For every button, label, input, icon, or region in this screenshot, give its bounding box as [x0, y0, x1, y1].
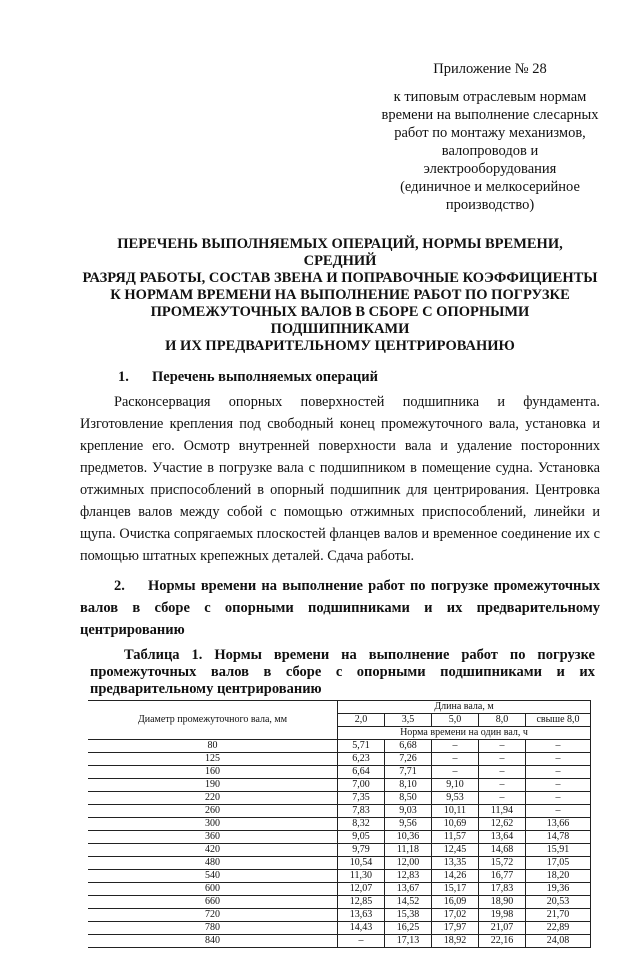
appendix-line: (единичное и мелкосерийное	[400, 179, 580, 195]
norm-cell: 7,71	[385, 766, 432, 779]
norms-table	[88, 700, 591, 948]
norm-cell: –	[479, 740, 526, 753]
header-norm: Норма времени на один вал, ч	[338, 727, 591, 740]
diameter-cell: 260	[88, 805, 338, 818]
header-length-value: 8,0	[479, 714, 526, 727]
diameter-cell: 840	[88, 935, 338, 948]
norm-cell: 8,32	[338, 818, 385, 831]
norm-cell: 5,71	[338, 740, 385, 753]
norm-cell: 20,53	[526, 896, 591, 909]
norm-cell: 17,02	[432, 909, 479, 922]
norm-cell: 12,07	[338, 883, 385, 896]
norm-cell: –	[479, 792, 526, 805]
appendix-line: работ по монтажу механизмов,	[394, 125, 586, 141]
norm-cell: 9,79	[338, 844, 385, 857]
table-row	[88, 740, 591, 753]
section-heading-text: Нормы времени на выполнение работ по погрузке промежуточных валов в сборе с опорными подшипниками и их предварительному центрированию	[80, 578, 600, 638]
norm-cell: 22,89	[526, 922, 591, 935]
norm-cell: 8,10	[385, 779, 432, 792]
norm-cell: 17,05	[526, 857, 591, 870]
diameter-cell: 125	[88, 753, 338, 766]
norm-cell: 11,18	[385, 844, 432, 857]
table-row	[88, 844, 591, 857]
table-row	[88, 935, 591, 948]
norm-cell: 10,54	[338, 857, 385, 870]
table-row	[88, 779, 591, 792]
norm-cell: 7,00	[338, 779, 385, 792]
norm-cell: 16,09	[432, 896, 479, 909]
diameter-cell: 780	[88, 922, 338, 935]
table-row	[88, 883, 591, 896]
norm-cell: 21,07	[479, 922, 526, 935]
norm-cell: –	[479, 766, 526, 779]
title-line: ПРОМЕЖУТОЧНЫХ ВАЛОВ В СБОРЕ С ОПОРНЫМИ ПОДШИПНИКАМИ	[150, 304, 530, 337]
table-row	[88, 792, 591, 805]
diameter-cell: 600	[88, 883, 338, 896]
norm-cell: 12,83	[385, 870, 432, 883]
section-number: 2.	[114, 578, 125, 594]
norm-cell: 22,16	[479, 935, 526, 948]
norm-cell: 8,50	[385, 792, 432, 805]
norm-cell: –	[526, 805, 591, 818]
table-row	[88, 896, 591, 909]
norm-cell: 11,57	[432, 831, 479, 844]
norm-cell: 18,90	[479, 896, 526, 909]
norm-cell: 16,25	[385, 922, 432, 935]
norm-cell: –	[526, 753, 591, 766]
norm-cell: 12,62	[479, 818, 526, 831]
section-heading-text: Перечень выполняемых операций	[152, 369, 378, 385]
norm-cell: 9,56	[385, 818, 432, 831]
norm-cell: 7,35	[338, 792, 385, 805]
appendix-line: времени на выполнение слесарных	[381, 107, 599, 123]
norm-cell: 19,36	[526, 883, 591, 896]
norm-cell: 18,92	[432, 935, 479, 948]
norm-cell: 16,77	[479, 870, 526, 883]
norm-cell: 21,70	[526, 909, 591, 922]
norm-cell: 11,30	[338, 870, 385, 883]
norm-cell: 13,66	[526, 818, 591, 831]
norm-cell: –	[526, 779, 591, 792]
norm-cell: 12,00	[385, 857, 432, 870]
norm-cell: 13,63	[338, 909, 385, 922]
norm-cell: 6,23	[338, 753, 385, 766]
norm-cell: 14,26	[432, 870, 479, 883]
norm-cell: –	[526, 792, 591, 805]
table-row	[88, 805, 591, 818]
norm-cell: 14,43	[338, 922, 385, 935]
norm-cell: 17,13	[385, 935, 432, 948]
title-line: И ИХ ПРЕДВАРИТЕЛЬНОМУ ЦЕНТРИРОВАНИЮ	[165, 338, 515, 354]
diameter-cell: 80	[88, 740, 338, 753]
norm-cell: 15,72	[479, 857, 526, 870]
title-line: РАЗРЯД РАБОТЫ, СОСТАВ ЗВЕНА И ПОПРАВОЧНЫЕ КОЭФФИЦИЕНТЫ	[82, 270, 598, 286]
title-line: К НОРМАМ ВРЕМЕНИ НА ВЫПОЛНЕНИЕ РАБОТ ПО ПОГРУЗКЕ	[110, 287, 570, 303]
norm-cell: 13,67	[385, 883, 432, 896]
norm-cell: –	[432, 753, 479, 766]
norm-cell: 24,08	[526, 935, 591, 948]
appendix-number: Приложение № 28	[433, 61, 547, 77]
norm-cell: –	[432, 740, 479, 753]
norm-cell: 15,17	[432, 883, 479, 896]
table-caption: Таблица 1. Нормы времени на выполнение работ по погрузке промежуточных валов в сборе с опорными подшипниками и их предварительному центрированию	[90, 647, 595, 697]
norm-cell: 9,10	[432, 779, 479, 792]
diameter-cell: 190	[88, 779, 338, 792]
header-diameter: Диаметр промежуточного вала, мм	[88, 701, 338, 740]
norm-cell: 9,53	[432, 792, 479, 805]
appendix-block	[380, 60, 600, 214]
diameter-cell: 540	[88, 870, 338, 883]
table-row	[88, 766, 591, 779]
norm-cell: –	[338, 935, 385, 948]
table-row	[88, 922, 591, 935]
norm-cell: 7,83	[338, 805, 385, 818]
appendix-line: производство)	[445, 197, 535, 213]
norm-cell: 14,68	[479, 844, 526, 857]
norm-cell: 10,11	[432, 805, 479, 818]
section-1-text: Расконсервация опорных поверхностей подшипника и фундамента. Изготовление крепления под свободный конец промежуточного вала, установка и крепление его. Осмотр внутренней поверхности вала и удаление посторонних предметов. Участие в погрузке вала с подшипником в помещение судна. Установка отжимных приспособлений в опорный подшипник для центрирования. Центровка фланцев валов между собой с помощью отжимных приспособлений, линейки и щупа. Очистка сопрягаемых плоскостей фланцев валов и временное соединение их с помощью штатных крепежных деталей. Сдача работы.	[80, 394, 600, 564]
norm-cell: 7,26	[385, 753, 432, 766]
norm-cell: 9,05	[338, 831, 385, 844]
table-row	[88, 753, 591, 766]
norm-cell: –	[526, 740, 591, 753]
appendix-line: валопроводов и электрооборудования	[423, 143, 557, 177]
diameter-cell: 160	[88, 766, 338, 779]
title-line: ПЕРЕЧЕНЬ ВЫПОЛНЯЕМЫХ ОПЕРАЦИЙ, НОРМЫ ВРЕМЕНИ, СРЕДНИЙ	[117, 236, 563, 269]
norm-cell: 17,83	[479, 883, 526, 896]
section-1-heading	[118, 367, 600, 387]
norm-cell: 11,94	[479, 805, 526, 818]
norm-cell: –	[526, 766, 591, 779]
header-length-value: свыше 8,0	[526, 714, 591, 727]
norm-cell: 19,98	[479, 909, 526, 922]
section-number: 1.	[118, 369, 129, 385]
table-row	[88, 857, 591, 870]
diameter-cell: 720	[88, 909, 338, 922]
diameter-cell: 220	[88, 792, 338, 805]
diameter-cell: 660	[88, 896, 338, 909]
table-row	[88, 831, 591, 844]
diameter-cell: 360	[88, 831, 338, 844]
norm-cell: 15,38	[385, 909, 432, 922]
norm-cell: 14,52	[385, 896, 432, 909]
diameter-cell: 420	[88, 844, 338, 857]
norm-cell: –	[432, 766, 479, 779]
table-row	[88, 818, 591, 831]
norm-cell: 9,03	[385, 805, 432, 818]
norm-cell: 13,35	[432, 857, 479, 870]
document-title	[80, 236, 600, 355]
norm-cell: 18,20	[526, 870, 591, 883]
norm-cell: 10,69	[432, 818, 479, 831]
norm-cell: 10,36	[385, 831, 432, 844]
diameter-cell: 300	[88, 818, 338, 831]
norm-cell: 15,91	[526, 844, 591, 857]
table-row	[88, 909, 591, 922]
header-length-value: 5,0	[432, 714, 479, 727]
norm-cell: –	[479, 753, 526, 766]
table-row	[88, 870, 591, 883]
norm-cell: 17,97	[432, 922, 479, 935]
header-length-value: 2,0	[338, 714, 385, 727]
norm-cell: 14,78	[526, 831, 591, 844]
norm-cell: 6,64	[338, 766, 385, 779]
header-length-value: 3,5	[385, 714, 432, 727]
diameter-cell: 480	[88, 857, 338, 870]
header-length: Длина вала, м	[338, 701, 591, 714]
norm-cell: –	[479, 779, 526, 792]
norm-cell: 12,45	[432, 844, 479, 857]
norm-cell: 12,85	[338, 896, 385, 909]
norm-cell: 13,64	[479, 831, 526, 844]
appendix-line: к типовым отраслевым нормам	[393, 89, 587, 105]
section-2-heading	[80, 575, 600, 641]
norm-cell: 6,68	[385, 740, 432, 753]
